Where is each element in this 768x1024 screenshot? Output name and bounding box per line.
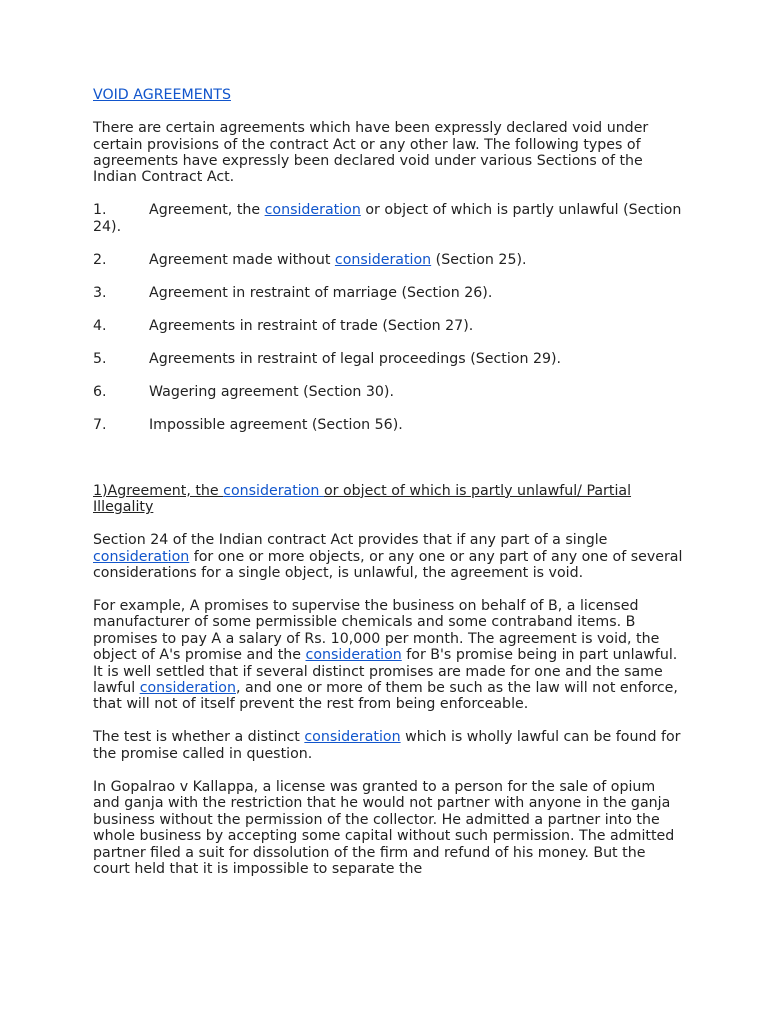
list-item-text: Agreement made without <box>149 251 335 268</box>
list-item-text: Agreement, the <box>149 202 265 219</box>
list-item-text: Wagering agreement (Section 30). <box>149 383 394 400</box>
section-heading-text: or object of which is partly unlawful/ Partial Illegality <box>93 482 632 516</box>
list-item-number: 7. <box>93 416 107 433</box>
paragraph-text: For example, A promises to supervise the business on behalf of B, a licensed manufacturer of some permissible chemicals and some contraband items. B promises to pay A a salary of Rs. 10,000 per month. The agreement is void, the object of A's promise and the <box>93 598 660 664</box>
list-item-number: 5. <box>93 350 107 367</box>
list-item-number: 2. <box>93 251 107 268</box>
list-item <box>93 318 683 334</box>
section-heading <box>93 483 683 516</box>
void-agreements-list <box>93 202 683 433</box>
paragraph-text: , and one or more of them be such as the law will not enforce, that will not of itself prevent the rest from being enforceable. <box>93 680 678 713</box>
body-paragraph <box>93 532 683 581</box>
list-item-text: Agreement in restraint of marriage (Section 26). <box>149 284 493 301</box>
document-page <box>93 87 683 894</box>
list-item-number: 1. <box>93 202 107 219</box>
paragraph-text: which is wholly lawful can be found for the promise called in question. <box>93 729 681 762</box>
body-paragraph <box>93 598 683 713</box>
list-item-number: 4. <box>93 317 107 334</box>
consideration-link[interactable]: consideration <box>93 548 190 565</box>
list-item <box>93 417 683 433</box>
consideration-link[interactable]: consideration <box>264 202 361 219</box>
intro-paragraph: There are certain agreements which have been expressly declared void under certain provisions of the contract Act or any other law. The following types of agreements have expressly been declared void under various Sections of the Indian Contract Act. <box>93 120 649 186</box>
list-item <box>93 351 683 367</box>
body-paragraph <box>93 729 683 762</box>
list-item-number: 3. <box>93 284 107 301</box>
list-item-text: Impossible agreement (Section 56). <box>149 416 403 433</box>
list-item-number: 6. <box>93 383 107 400</box>
list-item <box>93 285 683 301</box>
paragraph-text: The test is whether a distinct <box>93 729 305 746</box>
consideration-link[interactable]: consideration <box>334 251 432 268</box>
consideration-link[interactable]: consideration <box>223 482 324 499</box>
list-item-text: Agreements in restraint of trade (Section 27). <box>149 317 474 334</box>
document-title-link[interactable]: VOID AGREEMENTS <box>93 87 231 103</box>
list-item-text: (Section 25). <box>431 251 527 268</box>
list-item-text: Agreements in restraint of legal proceedings (Section 29). <box>149 350 562 367</box>
consideration-link[interactable]: consideration <box>305 647 402 664</box>
section-spacer <box>93 450 683 483</box>
section-heading-text: 1)Agreement, the <box>93 482 224 499</box>
body-paragraph: In Gopalrao v Kallappa, a license was granted to a person for the sale of opium and ganja with the restriction that he would not partner with anyone in the ganja business without the permission of the collector. He admitted a partner into the whole business by accepting some capital without such permission. The admitted partner filed a suit for dissolution of the firm and refund of his money. But the court held that it is impossible to separate the <box>93 778 675 877</box>
paragraph-text: for one or more objects, or any one or any part of any one of several considerations for a single object, is unlawful, the agreement is void. <box>93 548 683 582</box>
list-item <box>93 202 683 235</box>
consideration-link[interactable]: consideration <box>139 680 236 697</box>
list-item <box>93 252 683 268</box>
document-title[interactable] <box>93 87 683 103</box>
consideration-link[interactable]: consideration <box>304 729 401 746</box>
list-item <box>93 384 683 400</box>
paragraph-text: for B's promise being in part unlawful. It is well settled that if several distinct promises are made for one and the same lawful <box>93 647 678 697</box>
paragraph-text: Section 24 of the Indian contract Act provides that if any part of a single <box>93 532 608 549</box>
list-item-text: or object of which is partly unlawful (Section 24). <box>93 202 682 235</box>
